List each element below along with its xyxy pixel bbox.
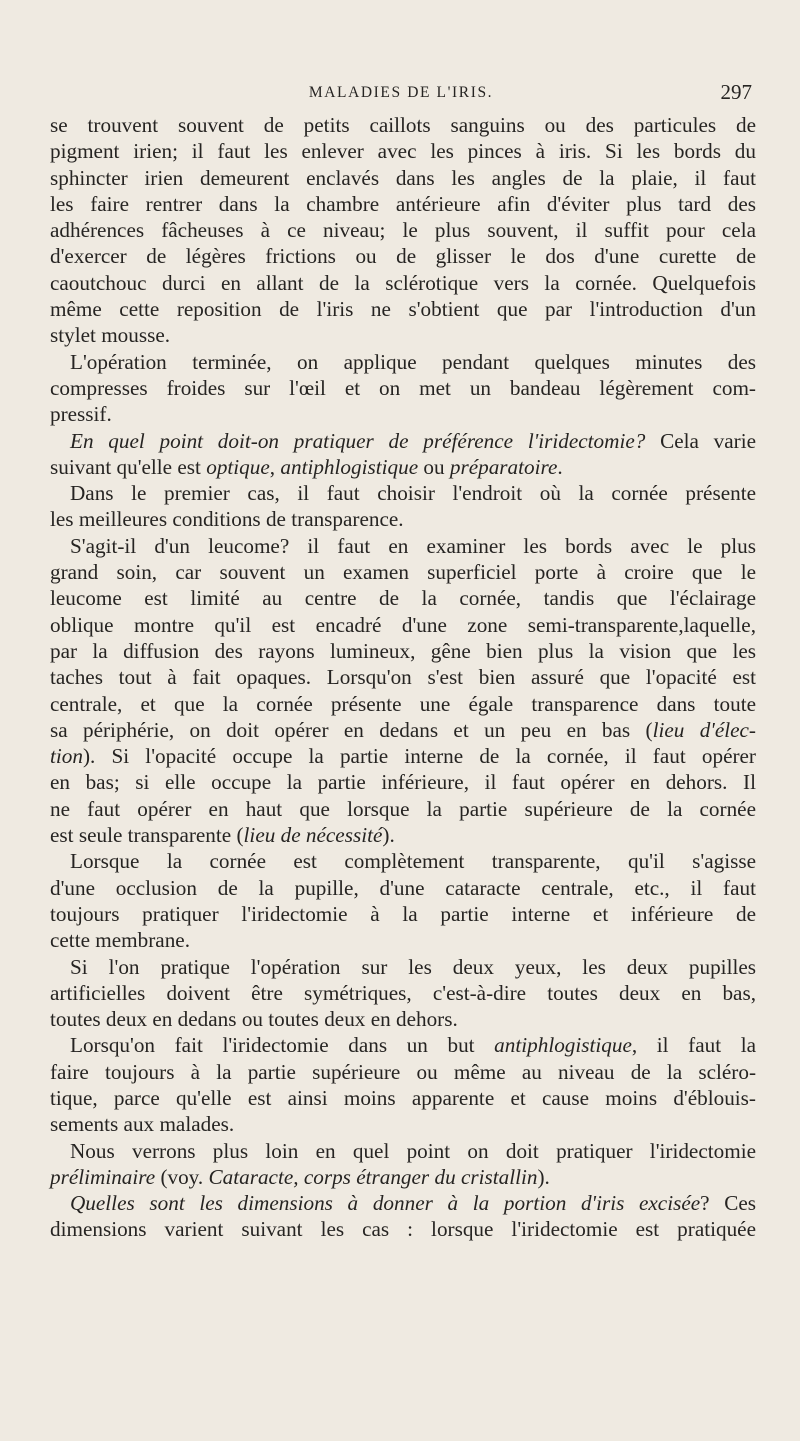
text-segment: ne faut opérer en haut que lorsque la partie supérieure de la cornée bbox=[50, 796, 756, 821]
text-line bbox=[50, 1085, 756, 1111]
text-segment: caoutchouc durci en allant de la sclérotique vers la cornée. Quelquefois bbox=[50, 270, 756, 295]
text-segment: les faire rentrer dans la chambre antérieure afin d'éviter plus tard des bbox=[50, 191, 756, 216]
italic-text: lieu de nécessité bbox=[243, 823, 383, 848]
text-line bbox=[50, 533, 756, 559]
text-segment: taches tout à fait opaques. Lorsqu'on s'est bien assuré que l'opacité est bbox=[50, 665, 756, 690]
text-line bbox=[50, 1111, 756, 1137]
text-line bbox=[50, 848, 756, 874]
text-line bbox=[50, 638, 756, 664]
text-segment: ). bbox=[537, 1164, 550, 1189]
text-segment: suivant qu'elle est bbox=[50, 454, 207, 479]
text-segment: ou bbox=[418, 454, 450, 479]
text-line bbox=[50, 454, 756, 480]
text-line bbox=[50, 1059, 756, 1085]
text-segment: S'agit-il d'un leucome? il faut en examiner les bords avec le plus bbox=[70, 533, 756, 558]
text-segment: artificielles doivent être symétriques, c'est-à-dire toutes deux en bas, bbox=[50, 980, 756, 1005]
text-line bbox=[50, 1164, 756, 1190]
text-segment: centrale, et que la cornée présente une égale transparence dans toute bbox=[50, 691, 756, 716]
text-line bbox=[50, 954, 756, 980]
text-line bbox=[50, 1138, 756, 1164]
text-segment: ? Ces bbox=[700, 1191, 757, 1216]
text-segment: sphincter irien demeurent enclavés dans les angles de la plaie, il faut bbox=[50, 165, 756, 190]
text-line bbox=[50, 243, 756, 269]
text-line bbox=[50, 664, 756, 690]
text-line bbox=[50, 1216, 756, 1242]
text-line bbox=[50, 585, 756, 611]
text-segment: pigment irien; il faut les enlever avec les pinces à iris. Si les bords du bbox=[50, 139, 756, 164]
running-title: MALADIES DE L'IRIS. bbox=[308, 84, 494, 101]
italic-text: optique bbox=[206, 454, 270, 479]
text-line bbox=[50, 796, 756, 822]
text-segment: Cela varie bbox=[645, 428, 756, 453]
text-line bbox=[50, 428, 756, 454]
text-line bbox=[50, 322, 756, 348]
text-segment: cette membrane. bbox=[50, 928, 190, 953]
text-segment: se trouvent souvent de petits caillots sanguins ou des particules de bbox=[50, 113, 756, 137]
text-segment: dimensions varient suivant les cas : lorsque l'iridectomie est pratiquée bbox=[50, 1217, 756, 1242]
text-segment: même cette reposition de l'iris ne s'obtient que par l'introduction d'un bbox=[50, 297, 756, 322]
text-segment: . bbox=[557, 454, 563, 479]
italic-text: antiphlogistique bbox=[280, 454, 419, 479]
text-segment: Lorsqu'on fait l'iridectomie dans un but bbox=[70, 1033, 495, 1058]
italic-text: En quel point doit-on pratiquer de préférence l'iridectomie? bbox=[70, 428, 646, 453]
text-segment: Dans le premier cas, il faut choisir l'endroit où la cornée présente bbox=[70, 481, 756, 506]
text-segment: compresses froides sur l'œil et on met un bandeau légèrement com- bbox=[50, 375, 756, 400]
text-line bbox=[50, 927, 756, 953]
text-segment: d'une occlusion de la pupille, d'une cataracte centrale, etc., il faut bbox=[50, 875, 756, 900]
text-line bbox=[50, 296, 756, 322]
text-line bbox=[50, 480, 756, 506]
italic-text: préparatoire bbox=[449, 454, 558, 479]
text-line bbox=[50, 691, 756, 717]
text-segment: ). bbox=[382, 823, 395, 848]
italic-text: Cataracte, corps étranger du cristallin bbox=[208, 1164, 538, 1189]
text-line bbox=[50, 191, 756, 217]
text-line bbox=[50, 112, 756, 138]
text-line bbox=[50, 822, 756, 848]
text-line bbox=[50, 612, 756, 638]
text-line bbox=[50, 217, 756, 243]
text-segment: stylet mousse. bbox=[50, 323, 171, 348]
text-segment: oblique montre qu'il est encadré d'une zone semi-transparente,laquelle, bbox=[50, 612, 756, 637]
text-line bbox=[50, 980, 756, 1006]
text-segment: toutes deux en dedans ou toutes deux en dehors. bbox=[50, 1007, 458, 1032]
text-segment: Nous verrons plus loin en quel point on doit pratiquer l'iridectomie bbox=[70, 1138, 756, 1163]
text-segment: en bas; si elle occupe la partie inférieure, il faut opérer en dehors. Il bbox=[50, 770, 756, 795]
text-line bbox=[50, 506, 756, 532]
text-segment: toujours pratiquer l'iridectomie à la partie interne et inférieure de bbox=[50, 901, 756, 926]
text-segment: sa périphérie, on doit opérer en dedans et un peu en bas ( bbox=[50, 717, 653, 742]
italic-text: lieu d'élec- bbox=[652, 717, 756, 742]
text-line bbox=[50, 717, 756, 743]
italic-text: préliminaire bbox=[50, 1164, 156, 1189]
text-segment: faire toujours à la partie supérieure ou même au niveau de la scléro- bbox=[50, 1059, 756, 1084]
text-segment: par la diffusion des rayons lumineux, gêne bien plus la vision que les bbox=[50, 638, 756, 663]
text-line bbox=[50, 165, 756, 191]
text-line bbox=[50, 1190, 756, 1216]
italic-text: Quelles sont les dimensions à donner à la portion d'iris excisée bbox=[70, 1191, 701, 1216]
text-line bbox=[50, 138, 756, 164]
text-line bbox=[50, 1006, 756, 1032]
text-segment: , il faut la bbox=[631, 1033, 756, 1058]
text-segment: sements aux malades. bbox=[50, 1112, 235, 1137]
text-segment: pressif. bbox=[50, 402, 112, 427]
text-segment: est seule transparente ( bbox=[50, 823, 244, 848]
text-segment: , bbox=[269, 454, 281, 479]
italic-text: tion bbox=[50, 744, 83, 769]
text-line bbox=[50, 875, 756, 901]
text-line bbox=[50, 901, 756, 927]
text-segment: les meilleures conditions de transparence. bbox=[50, 507, 404, 532]
page-header bbox=[50, 82, 752, 108]
text-segment: d'exercer de légères frictions ou de glisser le dos d'une curette de bbox=[50, 244, 756, 269]
text-line bbox=[50, 349, 756, 375]
text-line bbox=[50, 375, 756, 401]
text-segment: adhérences fâcheuses à ce niveau; le plus souvent, il suffit pour cela bbox=[50, 218, 756, 243]
italic-text: antiphlogistique bbox=[494, 1033, 632, 1058]
text-segment: grand soin, car souvent un examen superficiel porte à croire que le bbox=[50, 560, 756, 585]
text-segment: Lorsque la cornée est complètement transparente, qu'il s'agisse bbox=[70, 849, 756, 874]
text-segment: leucome est limité au centre de la cornée, tandis que l'éclairage bbox=[50, 586, 756, 611]
page-number: 297 bbox=[720, 80, 752, 104]
text-line bbox=[50, 559, 756, 585]
text-segment: (voy. bbox=[155, 1164, 209, 1189]
text-line bbox=[50, 1032, 756, 1058]
text-segment: L'opération terminée, on applique pendant quelques minutes des bbox=[70, 349, 756, 374]
text-line bbox=[50, 270, 756, 296]
text-line bbox=[50, 401, 756, 427]
text-segment: tique, parce qu'elle est ainsi moins apparente et cause moins d'éblouis- bbox=[50, 1085, 756, 1110]
body-text bbox=[50, 112, 756, 1243]
text-segment: Si l'on pratique l'opération sur les deux yeux, les deux pupilles bbox=[70, 954, 756, 979]
text-line bbox=[50, 743, 756, 769]
text-segment: ). Si l'opacité occupe la partie interne de la cornée, il faut opérer bbox=[82, 744, 756, 769]
text-line bbox=[50, 769, 756, 795]
